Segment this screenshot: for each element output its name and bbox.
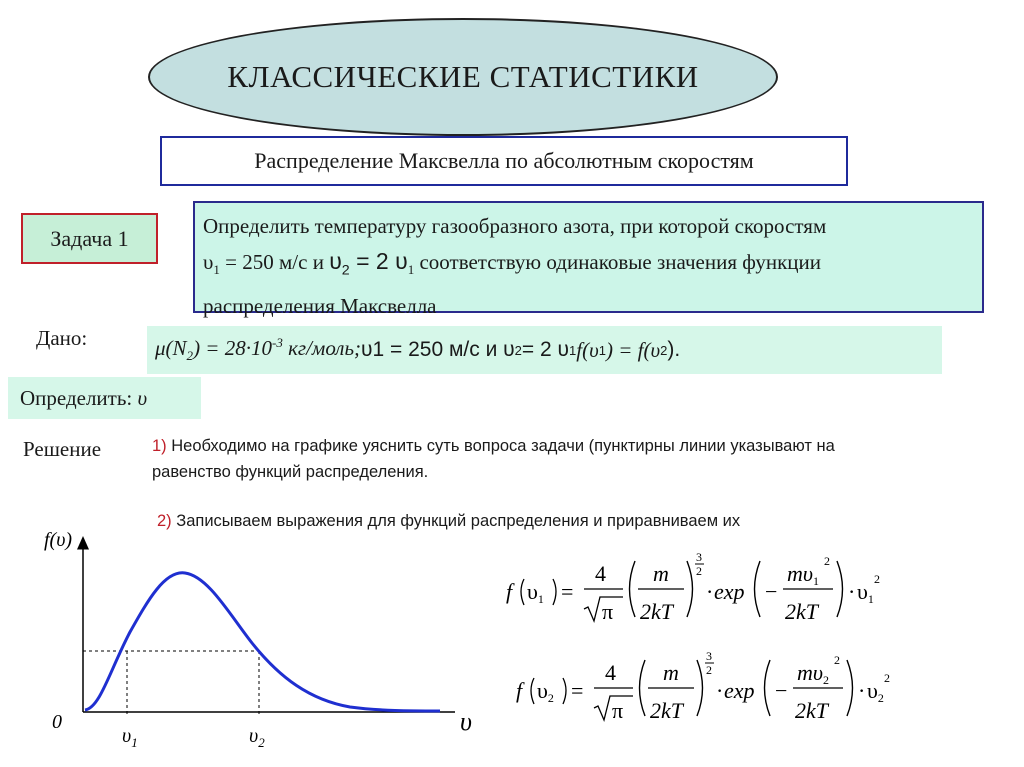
given-v2-sub: 2: [514, 342, 522, 358]
f2-pi: π: [612, 698, 624, 723]
find-box: [8, 377, 201, 419]
f2-2kt-b: 2kT: [795, 698, 828, 723]
f1-exp: exp: [714, 579, 745, 604]
solution-step-1: [152, 433, 912, 485]
f2-m: m: [663, 660, 679, 685]
task-eq2: = 2 υ: [349, 248, 408, 274]
f1-arg: υ1: [527, 579, 544, 606]
given-mu: $\mu(N_2) = 28\cdot 10^{-3}$ кг/моль;: [155, 335, 362, 364]
formula-f-v2: [510, 648, 920, 748]
task-v2: υ: [329, 248, 342, 274]
f1-2kt: 2kT: [640, 599, 673, 624]
svg-text:·: ·: [716, 678, 724, 703]
find-label: Определить:: [20, 385, 133, 410]
f1-four: 4: [595, 561, 606, 586]
f1-symbol: f: [506, 579, 513, 604]
title-ellipse: [148, 18, 778, 136]
f1-exp-num: 3: [696, 550, 702, 564]
page-title: КЛАССИЧЕСКИЕ СТАТИСТИКИ: [227, 59, 699, 94]
svg-text:·: ·: [858, 678, 866, 703]
distribution-curve: [85, 573, 440, 711]
f2-four: 4: [605, 660, 616, 685]
svg-text:=: =: [561, 579, 574, 604]
task-label: [21, 213, 158, 264]
f2-tail: υ2: [867, 678, 884, 705]
f2-mu-num: mυ2: [797, 660, 829, 687]
task-eq: = 250 м/с и: [219, 250, 330, 274]
step1-text: Необходимо на графике уяснить суть вопроса задачи (пунктирны линии указывают на равенство функций распределения.: [152, 437, 835, 481]
svg-text:=: =: [571, 678, 584, 703]
f1-tail-sq: 2: [874, 572, 880, 586]
f2-2kt: 2kT: [650, 698, 683, 723]
given-f1-sub: 1: [598, 342, 606, 358]
f2-exp-den: 2: [706, 663, 712, 677]
svg-text:−: −: [775, 678, 788, 703]
f1-exp-den: 2: [696, 564, 702, 578]
task-v2-sub: 2: [341, 262, 350, 279]
task-eq2-sub: 1: [407, 262, 415, 278]
svg-text:·: ·: [848, 579, 856, 604]
subtitle-text: Распределение Максвелла по абсолютным скоростям: [254, 148, 754, 173]
given-f-end: ).: [667, 338, 681, 361]
task-line-3: распределения Максвелла: [203, 293, 437, 318]
f2-symbol: f: [516, 678, 523, 703]
find-var: υ: [137, 385, 148, 410]
f1-m: m: [653, 561, 669, 586]
given-box: [147, 326, 942, 374]
v2-label: $\upsilon_2$: [249, 725, 265, 750]
svg-text:−: −: [765, 579, 778, 604]
given-v2-eq-sub: 1: [569, 342, 577, 358]
f1-mu-num: mυ1: [787, 561, 819, 588]
given-label: Дано:: [36, 326, 88, 350]
given-v2-eq: = 2 υ: [521, 338, 569, 361]
given-f2-sub: 2: [660, 342, 668, 358]
f1-2kt-b: 2kT: [785, 599, 818, 624]
f2-sq: 2: [834, 653, 840, 667]
formula-f-v1: [500, 545, 910, 645]
y-axis-label: f(υ): [44, 529, 73, 551]
step2-text: Записываем выражения для функций распределения и приравниваем их: [171, 512, 741, 530]
task-line2-rest: соответствую одинаковые значения функции: [414, 250, 822, 274]
given-f: f(υ: [576, 337, 599, 362]
task-v2-group: [329, 248, 408, 279]
x-axis-label: υ: [460, 707, 472, 736]
f2-tail-sq: 2: [884, 671, 890, 685]
task-v1-sub: 1: [213, 262, 220, 278]
solution-label: Решение: [23, 437, 102, 461]
task-v1: υ: [203, 250, 214, 274]
origin-label: 0: [52, 711, 62, 733]
maxwell-distribution-graph: [30, 520, 490, 755]
f2-exp-num: 3: [706, 649, 712, 663]
subtitle-box: [160, 136, 848, 186]
task-line-1: Определить температуру газообразного азота, при которой скоростям: [203, 214, 827, 238]
step2-number: 2): [157, 512, 172, 530]
v1-label: $\upsilon_1$: [122, 725, 138, 750]
given-v1: υ1 = 250 м/с и υ: [361, 338, 515, 361]
f1-tail: υ1: [857, 579, 874, 606]
f2-exp: exp: [724, 678, 755, 703]
given-f-mid: ) = f(υ: [605, 337, 661, 362]
task-label-text: Задача 1: [50, 225, 129, 251]
step1-number: 1): [152, 437, 167, 455]
task-line-2: [203, 244, 974, 289]
f1-sq: 2: [824, 554, 830, 568]
f1-pi: π: [602, 599, 614, 624]
task-statement: [193, 201, 984, 318]
svg-text:·: ·: [706, 579, 714, 604]
f2-arg: υ2: [537, 678, 554, 705]
